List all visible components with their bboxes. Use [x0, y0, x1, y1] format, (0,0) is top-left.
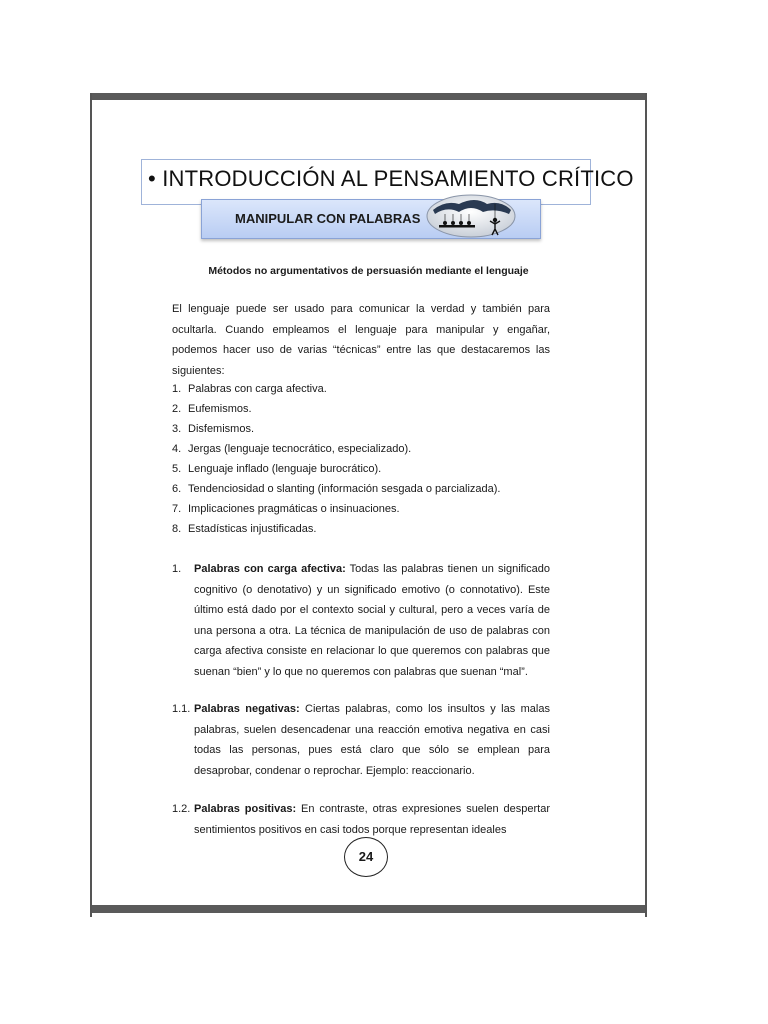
intro-paragraph: El lenguaje puede ser usado para comunicar la verdad y también para ocultarla. Cuando empleamos el lenguaje para manipular y engañar, podemos hacer uso de varias “técnicas” entre las que destacaremos las siguientes: — [172, 303, 550, 377]
list-item: 3. Disfemismos. — [172, 423, 255, 435]
section-body: Palabras con carga afectiva: Todas las palabras tienen un significado cognitivo (o denotativo) y un significado emotivo (o connotativo). Este último está dado por el contexto social y cultural, pero a veces varía de una persona a otra. La técnica de manipulación de uso de palabras con carga afectiva consiste en relacionar lo que queremos con palabras que suenan “bien” y lo que no queremos con palabras que suenan “mal”. — [194, 563, 551, 678]
list-item: 7. Implicaciones pragmáticas o insinuaciones. — [172, 503, 400, 515]
section-body: Palabras positivas: En contraste, otras expresiones suelen despertar sentimientos positivos en casi todos porque representan ideales — [194, 803, 550, 836]
list-item: 6. Tendenciosidad o slanting (información sesgada o parcializada). — [172, 483, 501, 495]
list-item: 8. Estadísticas injustificadas. — [172, 523, 317, 535]
page-number: 24 — [344, 837, 388, 877]
chapter-title: • INTRODUCCIÓN AL PENSAMIENTO CRÍTICO — [148, 166, 634, 191]
section-term: Palabras positivas: — [194, 803, 297, 815]
section-term: Palabras negativas: — [194, 703, 300, 715]
list-item: 4. Jergas (lenguaje tecnocrático, especializado). — [172, 443, 412, 455]
list-item: 1. Palabras con carga afectiva. — [172, 383, 327, 395]
document-page — [90, 93, 647, 917]
section-term: Palabras con carga afectiva: — [194, 563, 346, 575]
page-top-border — [92, 93, 645, 100]
page-bottom-border — [92, 905, 645, 913]
list-item: 5. Lenguaje inflado (lenguaje burocrático). — [172, 463, 382, 475]
puppet-people-illustration — [425, 194, 517, 240]
section-subtitle: Métodos no argumentativos de persuasión mediante el lenguaje — [208, 265, 529, 277]
section-number: 1.1. — [172, 703, 191, 715]
section-number: 1. — [172, 563, 182, 575]
technique-list — [172, 379, 500, 539]
section-number: 1.2. — [172, 803, 191, 815]
section-banner-label: MANIPULAR CON PALABRAS — [235, 211, 421, 226]
list-item: 2. Eufemismos. — [172, 403, 252, 415]
section-banner — [201, 199, 541, 239]
section-body: Palabras negativas: Ciertas palabras, como los insultos y las malas palabras, suelen desencadenar una reacción emotiva negativa en casi todas las personas, pues está claro que sólo se emplean para desaprobar, condenar o reprochar. Ejemplo: reaccionario. — [194, 703, 550, 777]
